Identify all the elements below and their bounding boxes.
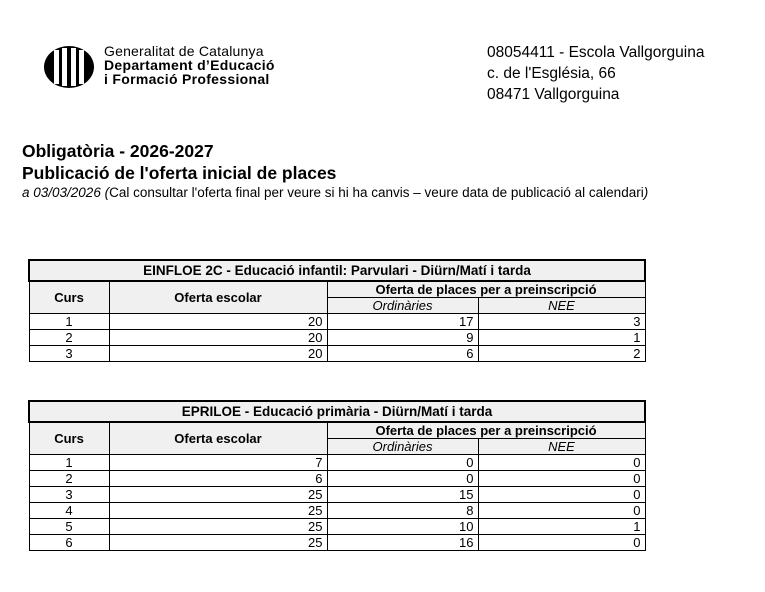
school-info — [487, 42, 704, 105]
col-header-nee: NEE — [478, 439, 645, 455]
cell-oferta: 6 — [109, 471, 327, 487]
organization-name — [104, 44, 275, 86]
cell-oferta: 20 — [109, 346, 327, 362]
cell-ordinaries: 15 — [327, 487, 478, 503]
cell-curs: 6 — [29, 535, 109, 551]
page-subtitle: Publicació de l'oferta inicial de places — [22, 163, 337, 183]
cell-curs: 5 — [29, 519, 109, 535]
cell-nee: 0 — [478, 455, 645, 471]
page-title: Obligatòria - 2026-2027 — [22, 141, 214, 161]
col-header-nee: NEE — [478, 298, 645, 314]
org-line-1: Generalitat de Catalunya — [104, 43, 264, 59]
col-header-oferta: Oferta escolar — [109, 281, 327, 314]
cell-curs: 2 — [29, 330, 109, 346]
cell-nee: 0 — [478, 535, 645, 551]
cell-nee: 1 — [478, 519, 645, 535]
cell-ordinaries: 9 — [327, 330, 478, 346]
cell-curs: 3 — [29, 346, 109, 362]
col-header-places: Oferta de places per a preinscripció — [327, 422, 645, 439]
cell-curs: 1 — [29, 314, 109, 330]
cell-curs: 1 — [29, 455, 109, 471]
cell-oferta: 20 — [109, 314, 327, 330]
page-heading — [22, 140, 648, 202]
cell-curs: 3 — [29, 487, 109, 503]
cell-ordinaries: 0 — [327, 455, 478, 471]
school-address: c. de l'Església, 66 — [487, 65, 616, 82]
cell-oferta: 25 — [109, 503, 327, 519]
publication-note — [22, 184, 648, 202]
table-row — [29, 330, 645, 346]
col-header-oferta: Oferta escolar — [109, 422, 327, 455]
cell-ordinaries: 0 — [327, 471, 478, 487]
note-end: ) — [643, 185, 649, 200]
col-header-places: Oferta de places per a preinscripció — [327, 281, 645, 298]
cell-nee: 0 — [478, 487, 645, 503]
cell-ordinaries: 17 — [327, 314, 478, 330]
cell-nee: 0 — [478, 503, 645, 519]
cell-nee: 2 — [478, 346, 645, 362]
table-title: EINFLOE 2C - Educació infantil: Parvulari - Diürn/Matí i tarda — [29, 260, 645, 281]
col-header-ordinaries: Ordinàries — [327, 439, 478, 455]
table-row — [29, 346, 645, 362]
school-postal-city: 08471 Vallgorguina — [487, 86, 620, 103]
table-row — [29, 519, 645, 535]
table-title: EPRILOE - Educació primària - Diürn/Matí i tarda — [29, 401, 645, 422]
cell-oferta: 25 — [109, 487, 327, 503]
cell-nee: 1 — [478, 330, 645, 346]
cell-oferta: 25 — [109, 519, 327, 535]
note-date: a 03/03/2026 ( — [22, 185, 110, 200]
school-code-name: 08054411 - Escola Vallgorguina — [487, 44, 705, 61]
cell-ordinaries: 10 — [327, 519, 478, 535]
cell-ordinaries: 16 — [327, 535, 478, 551]
col-header-ordinaries: Ordinàries — [327, 298, 478, 314]
places-table-infantil — [28, 259, 646, 362]
table-row — [29, 487, 645, 503]
cell-curs: 2 — [29, 471, 109, 487]
generalitat-logo-icon — [42, 44, 96, 90]
table-row — [29, 535, 645, 551]
table-row — [29, 455, 645, 471]
cell-oferta: 20 — [109, 330, 327, 346]
col-header-curs: Curs — [29, 422, 109, 455]
table-row — [29, 471, 645, 487]
org-line-3: i Formació Professional — [104, 71, 270, 87]
cell-oferta: 25 — [109, 535, 327, 551]
note-text: Cal consultar l'oferta final per veure si hi ha canvis – veure data de publicació al calendari — [109, 185, 644, 200]
table-row — [29, 503, 645, 519]
cell-curs: 4 — [29, 503, 109, 519]
cell-nee: 0 — [478, 471, 645, 487]
cell-oferta: 7 — [109, 455, 327, 471]
places-table-primaria — [28, 400, 646, 551]
col-header-curs: Curs — [29, 281, 109, 314]
cell-ordinaries: 8 — [327, 503, 478, 519]
table-row — [29, 314, 645, 330]
cell-ordinaries: 6 — [327, 346, 478, 362]
org-line-2: Departament d’Educació — [104, 57, 275, 73]
cell-nee: 3 — [478, 314, 645, 330]
